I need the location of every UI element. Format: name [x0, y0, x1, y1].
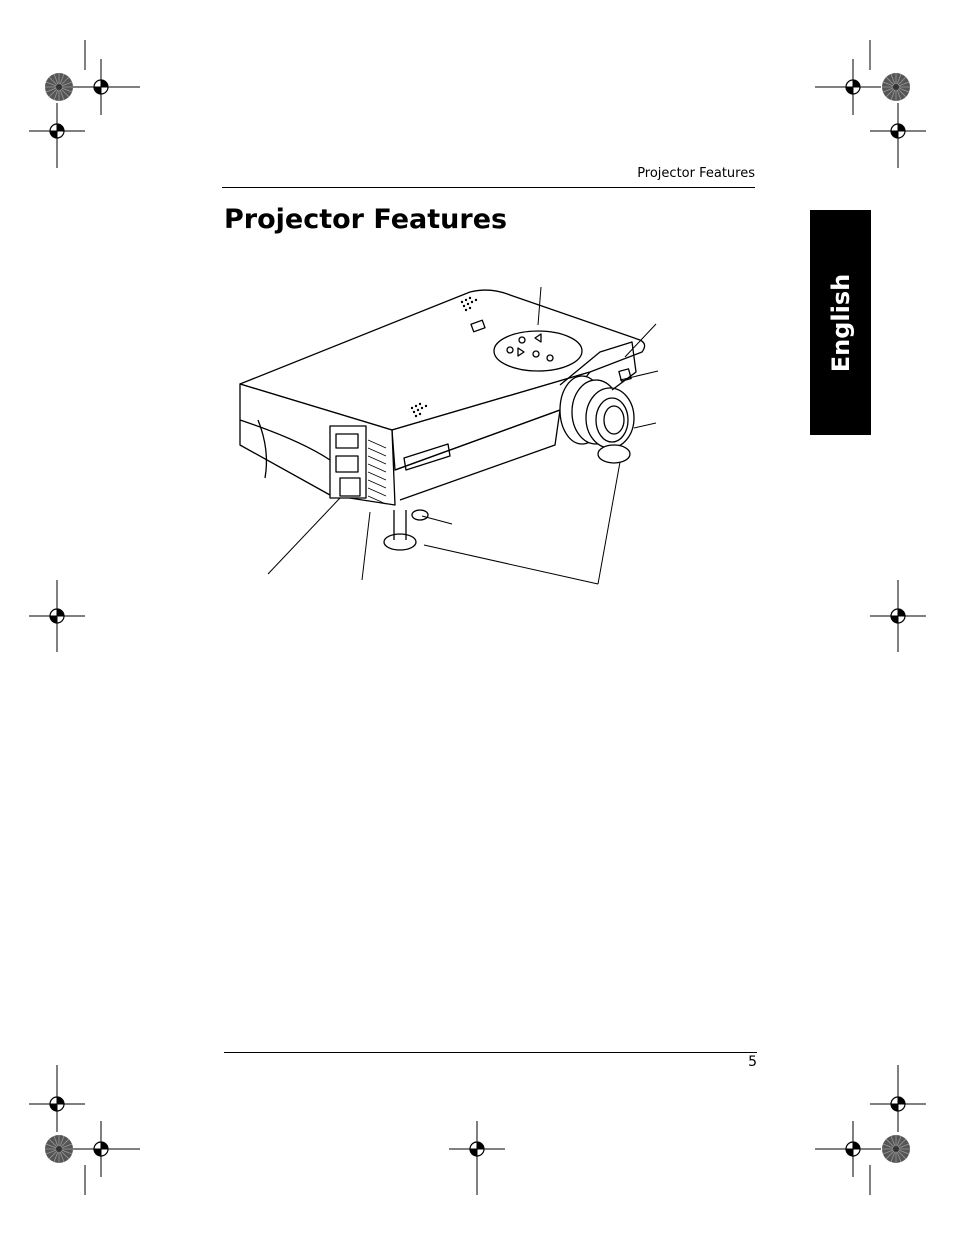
page-title: Projector Features — [224, 204, 508, 235]
language-tab — [810, 210, 871, 435]
running-header: Projector Features — [637, 166, 755, 181]
registration-mark-icon — [29, 1065, 926, 1195]
registration-mark-icon — [815, 40, 926, 168]
projector-illustration — [240, 290, 645, 550]
registration-mark-icon — [29, 40, 140, 168]
footer-rule — [224, 1052, 757, 1053]
language-tab-label: English — [826, 273, 855, 372]
header-rule — [222, 187, 755, 188]
page-number: 5 — [748, 1054, 757, 1070]
registration-mark-icon — [29, 580, 926, 652]
